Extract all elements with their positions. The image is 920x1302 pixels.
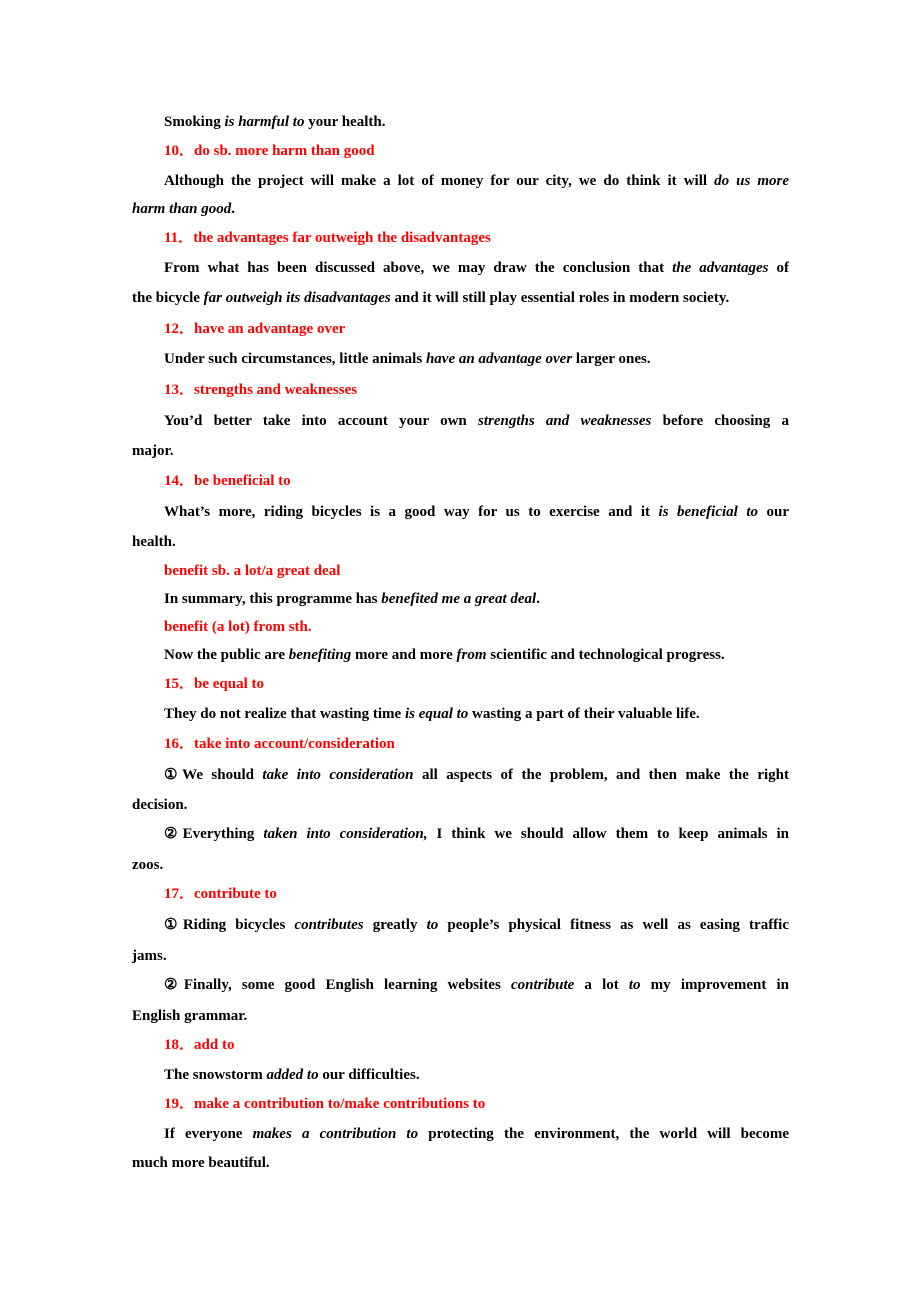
phrase-heading-15: 15．be equal to: [164, 676, 265, 692]
example-line: They do not realize that wasting time is equal to wasting a part of their valuable life.: [164, 706, 700, 722]
example-line: Smoking is harmful to your health.: [164, 114, 386, 130]
example-line: Under such circumstances, little animals have an advantage over larger ones.: [164, 351, 651, 367]
phrase-heading-19: 19．make a contribution to/make contributions to: [164, 1096, 486, 1112]
example-line: If everyone makes a contribution to protecting the environment, the world will become: [164, 1126, 789, 1142]
example-line: In summary, this programme has benefited me a great deal.: [164, 591, 540, 607]
phrase-heading-18: 18．add to: [164, 1037, 235, 1053]
example-line: ②Everything taken into consideration, I think we should allow them to keep animals in: [164, 826, 789, 842]
phrase-heading-12: 12．have an advantage over: [164, 321, 346, 337]
example-line: Although the project will make a lot of money for our city, we do think it will do us more: [164, 173, 789, 189]
example-line: health.: [132, 534, 176, 550]
phrase-heading-14: 14．be beneficial to: [164, 473, 291, 489]
example-line: ②Finally, some good English learning websites contribute a lot to my improvement in: [164, 977, 790, 993]
example-line: the bicycle far outweigh its disadvantages and it will still play essential roles in modern society.: [132, 290, 730, 306]
example-line: harm than good.: [132, 201, 235, 217]
phrase-heading-16: 16．take into account/consideration: [164, 736, 395, 752]
phrase-heading-17: 17．contribute to: [164, 886, 277, 902]
example-line: jams.: [132, 948, 167, 964]
example-line: What’s more, riding bicycles is a good way for us to exercise and it is beneficial to our: [164, 504, 789, 520]
example-line: English grammar.: [132, 1008, 248, 1024]
example-line: major.: [132, 443, 174, 459]
sub-phrase-heading: benefit (a lot) from sth.: [164, 619, 312, 635]
phrase-heading-10: 10．do sb. more harm than good: [164, 143, 375, 159]
phrase-heading-11: 11．the advantages far outweigh the disadvantages: [164, 230, 491, 246]
phrase-heading-13: 13．strengths and weaknesses: [164, 382, 358, 398]
example-line: decision.: [132, 797, 188, 813]
example-line: zoos.: [132, 857, 164, 873]
example-line: You’d better take into account your own strengths and weaknesses before choosing a: [164, 413, 789, 429]
sub-phrase-heading: benefit sb. a lot/a great deal: [164, 563, 341, 579]
example-line: ①We should take into consideration all aspects of the problem, and then make the right: [164, 767, 789, 783]
example-line: The snowstorm added to our difficulties.: [164, 1067, 420, 1083]
example-line: From what has been discussed above, we may draw the conclusion that the advantages of: [164, 260, 789, 276]
example-line: Now the public are benefiting more and more from scientific and technological progress.: [164, 647, 725, 663]
example-line: much more beautiful.: [132, 1155, 270, 1171]
example-line: ①Riding bicycles contributes greatly to people’s physical fitness as well as easing traffic: [164, 917, 790, 933]
